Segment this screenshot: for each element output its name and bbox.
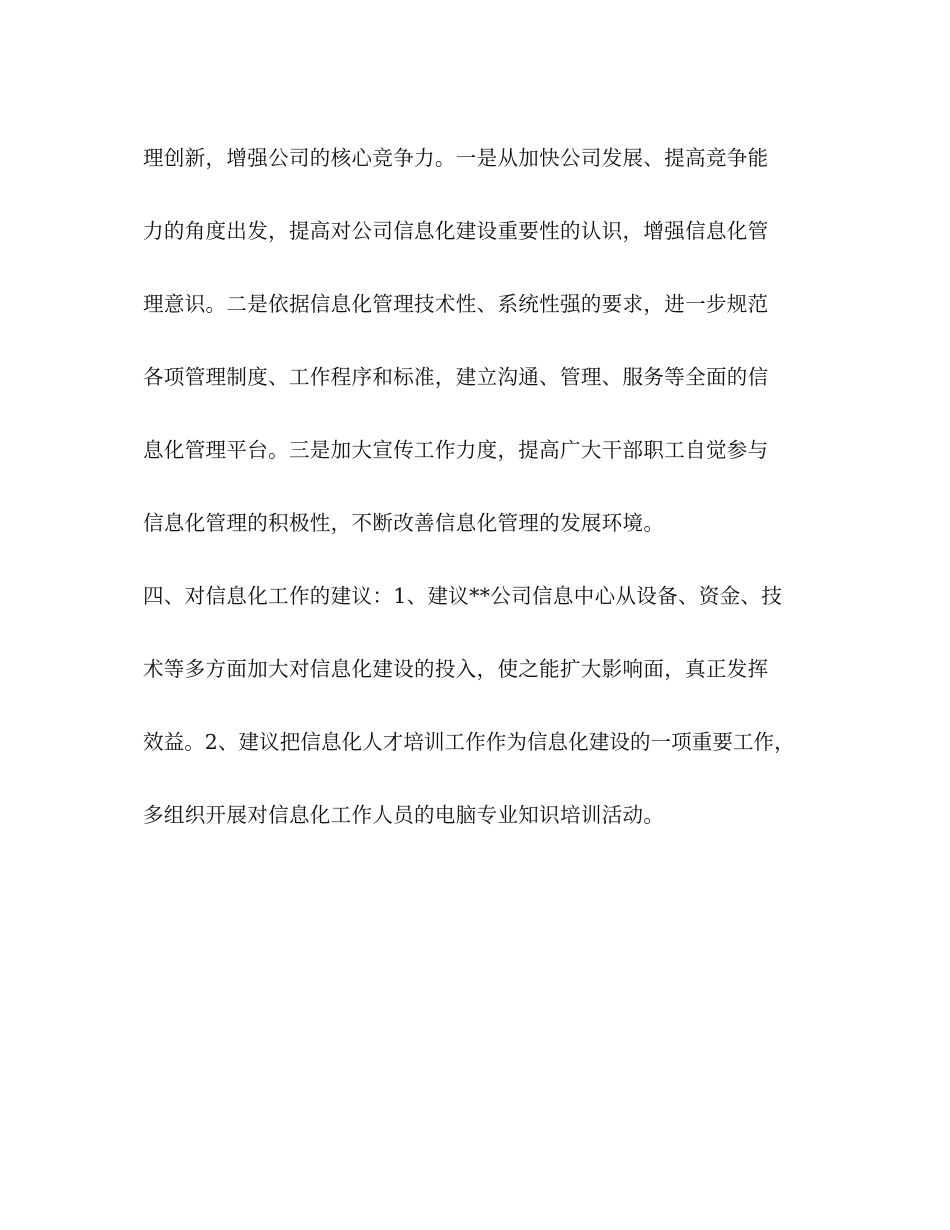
text-line: 息化管理平台。三是加大宣传工作力度，提高广大干部职工自觉参与 — [143, 438, 769, 462]
text-line: 多组织开展对信息化工作人员的电脑专业知识培训活动。 — [143, 803, 665, 827]
text-line: 各项管理制度、工作程序和标准，建立沟通、管理、服务等全面的信 — [143, 365, 769, 389]
text-line: 理创新，增强公司的核心竞争力。一是从加快公司发展、提高竞争能 — [143, 146, 769, 170]
section-heading-line: 四、对信息化工作的建议：1、建议**公司信息中心从设备、资金、技 — [143, 584, 783, 608]
text-line: 效益。2、建议把信息化人才培训工作作为信息化建设的一项重要工作， — [143, 730, 795, 754]
text-line: 信息化管理的积极性，不断改善信息化管理的发展环境。 — [143, 511, 665, 535]
text-line: 术等多方面加大对信息化建设的投入，使之能扩大影响面，真正发挥 — [143, 657, 769, 681]
text-line: 理意识。二是依据信息化管理技术性、系统性强的要求，进一步规范 — [143, 292, 769, 316]
text-line: 力的角度出发，提高对公司信息化建设重要性的认识，增强信息化管 — [143, 219, 769, 243]
